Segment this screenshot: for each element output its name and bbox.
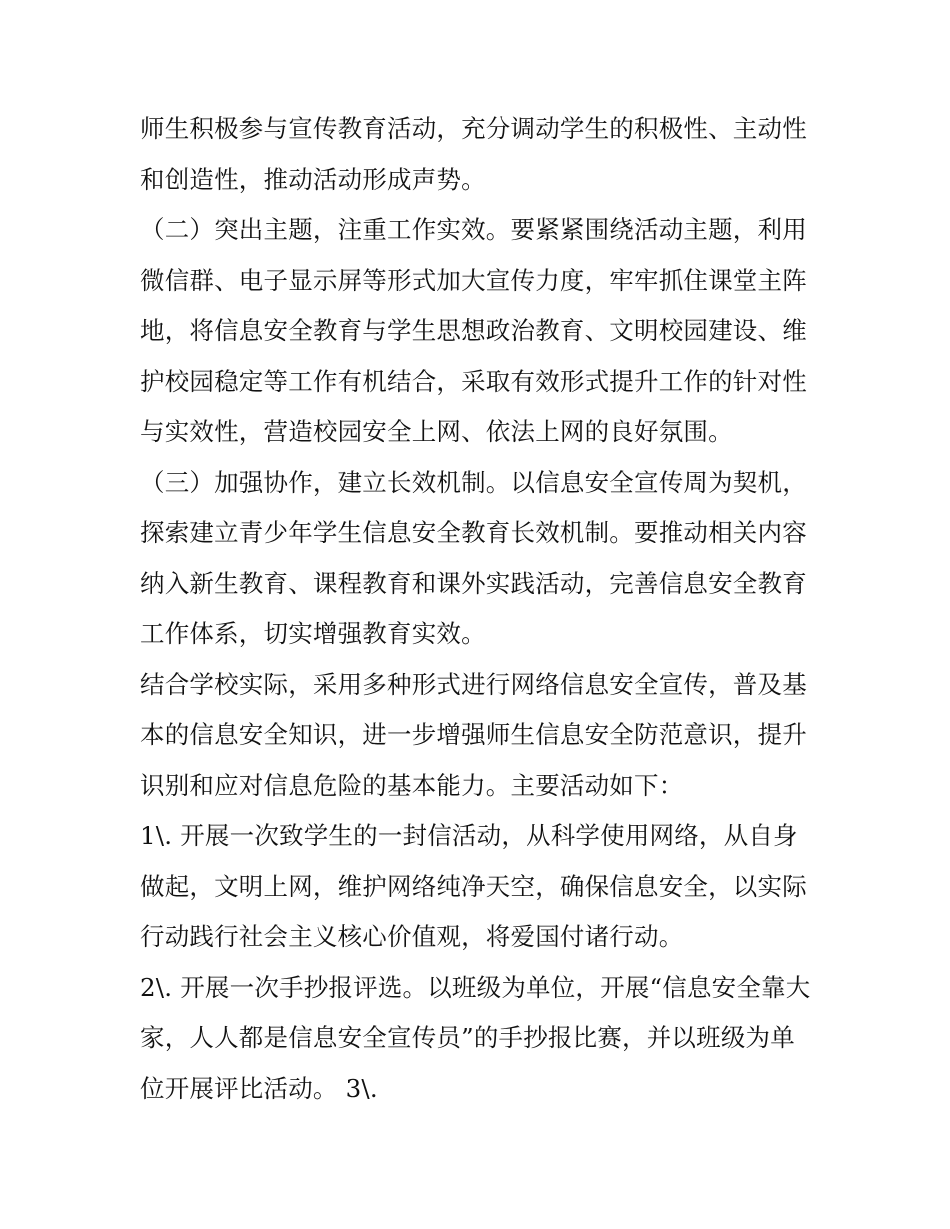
text-line: 结合学校实际，采用多种形式进行网络信息安全宣传，普及基	[140, 669, 807, 699]
text-line: 位开展评比活动。 3\.	[140, 1073, 378, 1103]
text-line: 本的信息安全知识，进一步增强师生信息安全防范意识，提升	[140, 720, 807, 749]
body-text	[140, 104, 830, 1114]
text-line: 护校园稳定等工作有机结合，采取有效形式提升工作的针对性	[140, 366, 807, 396]
text-line: 和创造性，推动活动形成声势。	[140, 164, 486, 194]
text-line: 纳入新生教育、课程教育和课外实践活动，完善信息安全教育	[140, 568, 807, 598]
text-line: 与实效性，营造校园安全上网、依法上网的良好氛围。	[140, 417, 733, 446]
text-line: 地，将信息安全教育与学生思想政治教育、文明校园建设、维	[140, 316, 807, 345]
text-line: 师生积极参与宣传教育活动，充分调动学生的积极性、主动性	[140, 114, 807, 143]
text-line: 工作体系，切实增强教育实效。	[140, 619, 486, 648]
text-line: 家，人人都是信息安全宣传员”的手抄报比赛，并以班级为单	[140, 1023, 795, 1052]
text-line: 识别和应对信息危险的基本能力。主要活动如下：	[140, 770, 684, 800]
text-line: 2\. 开展一次手抄报评选。以班级为单位，开展“信息安全靠大	[140, 972, 811, 1002]
text-line: 探索建立青少年学生信息安全教育长效机制。要推动相关内容	[140, 518, 807, 547]
text-line: 做起，文明上网，维护网络纯净天空，确保信息安全，以实际	[140, 871, 807, 901]
text-line: 微信群、电子显示屏等形式加大宣传力度，牢牢抓住课堂主阵	[140, 265, 807, 295]
text-line: 1\. 开展一次致学生的一封信活动，从科学使用网络，从自身	[140, 821, 798, 850]
text-line: （三）加强协作，建立长效机制。以信息安全宣传周为契机，	[140, 467, 807, 497]
text-line: （二）突出主题，注重工作实效。要紧紧围绕活动主题，利用	[140, 215, 807, 244]
text-line: 行动践行社会主义核心价值观，将爱国付诸行动。	[140, 922, 684, 951]
